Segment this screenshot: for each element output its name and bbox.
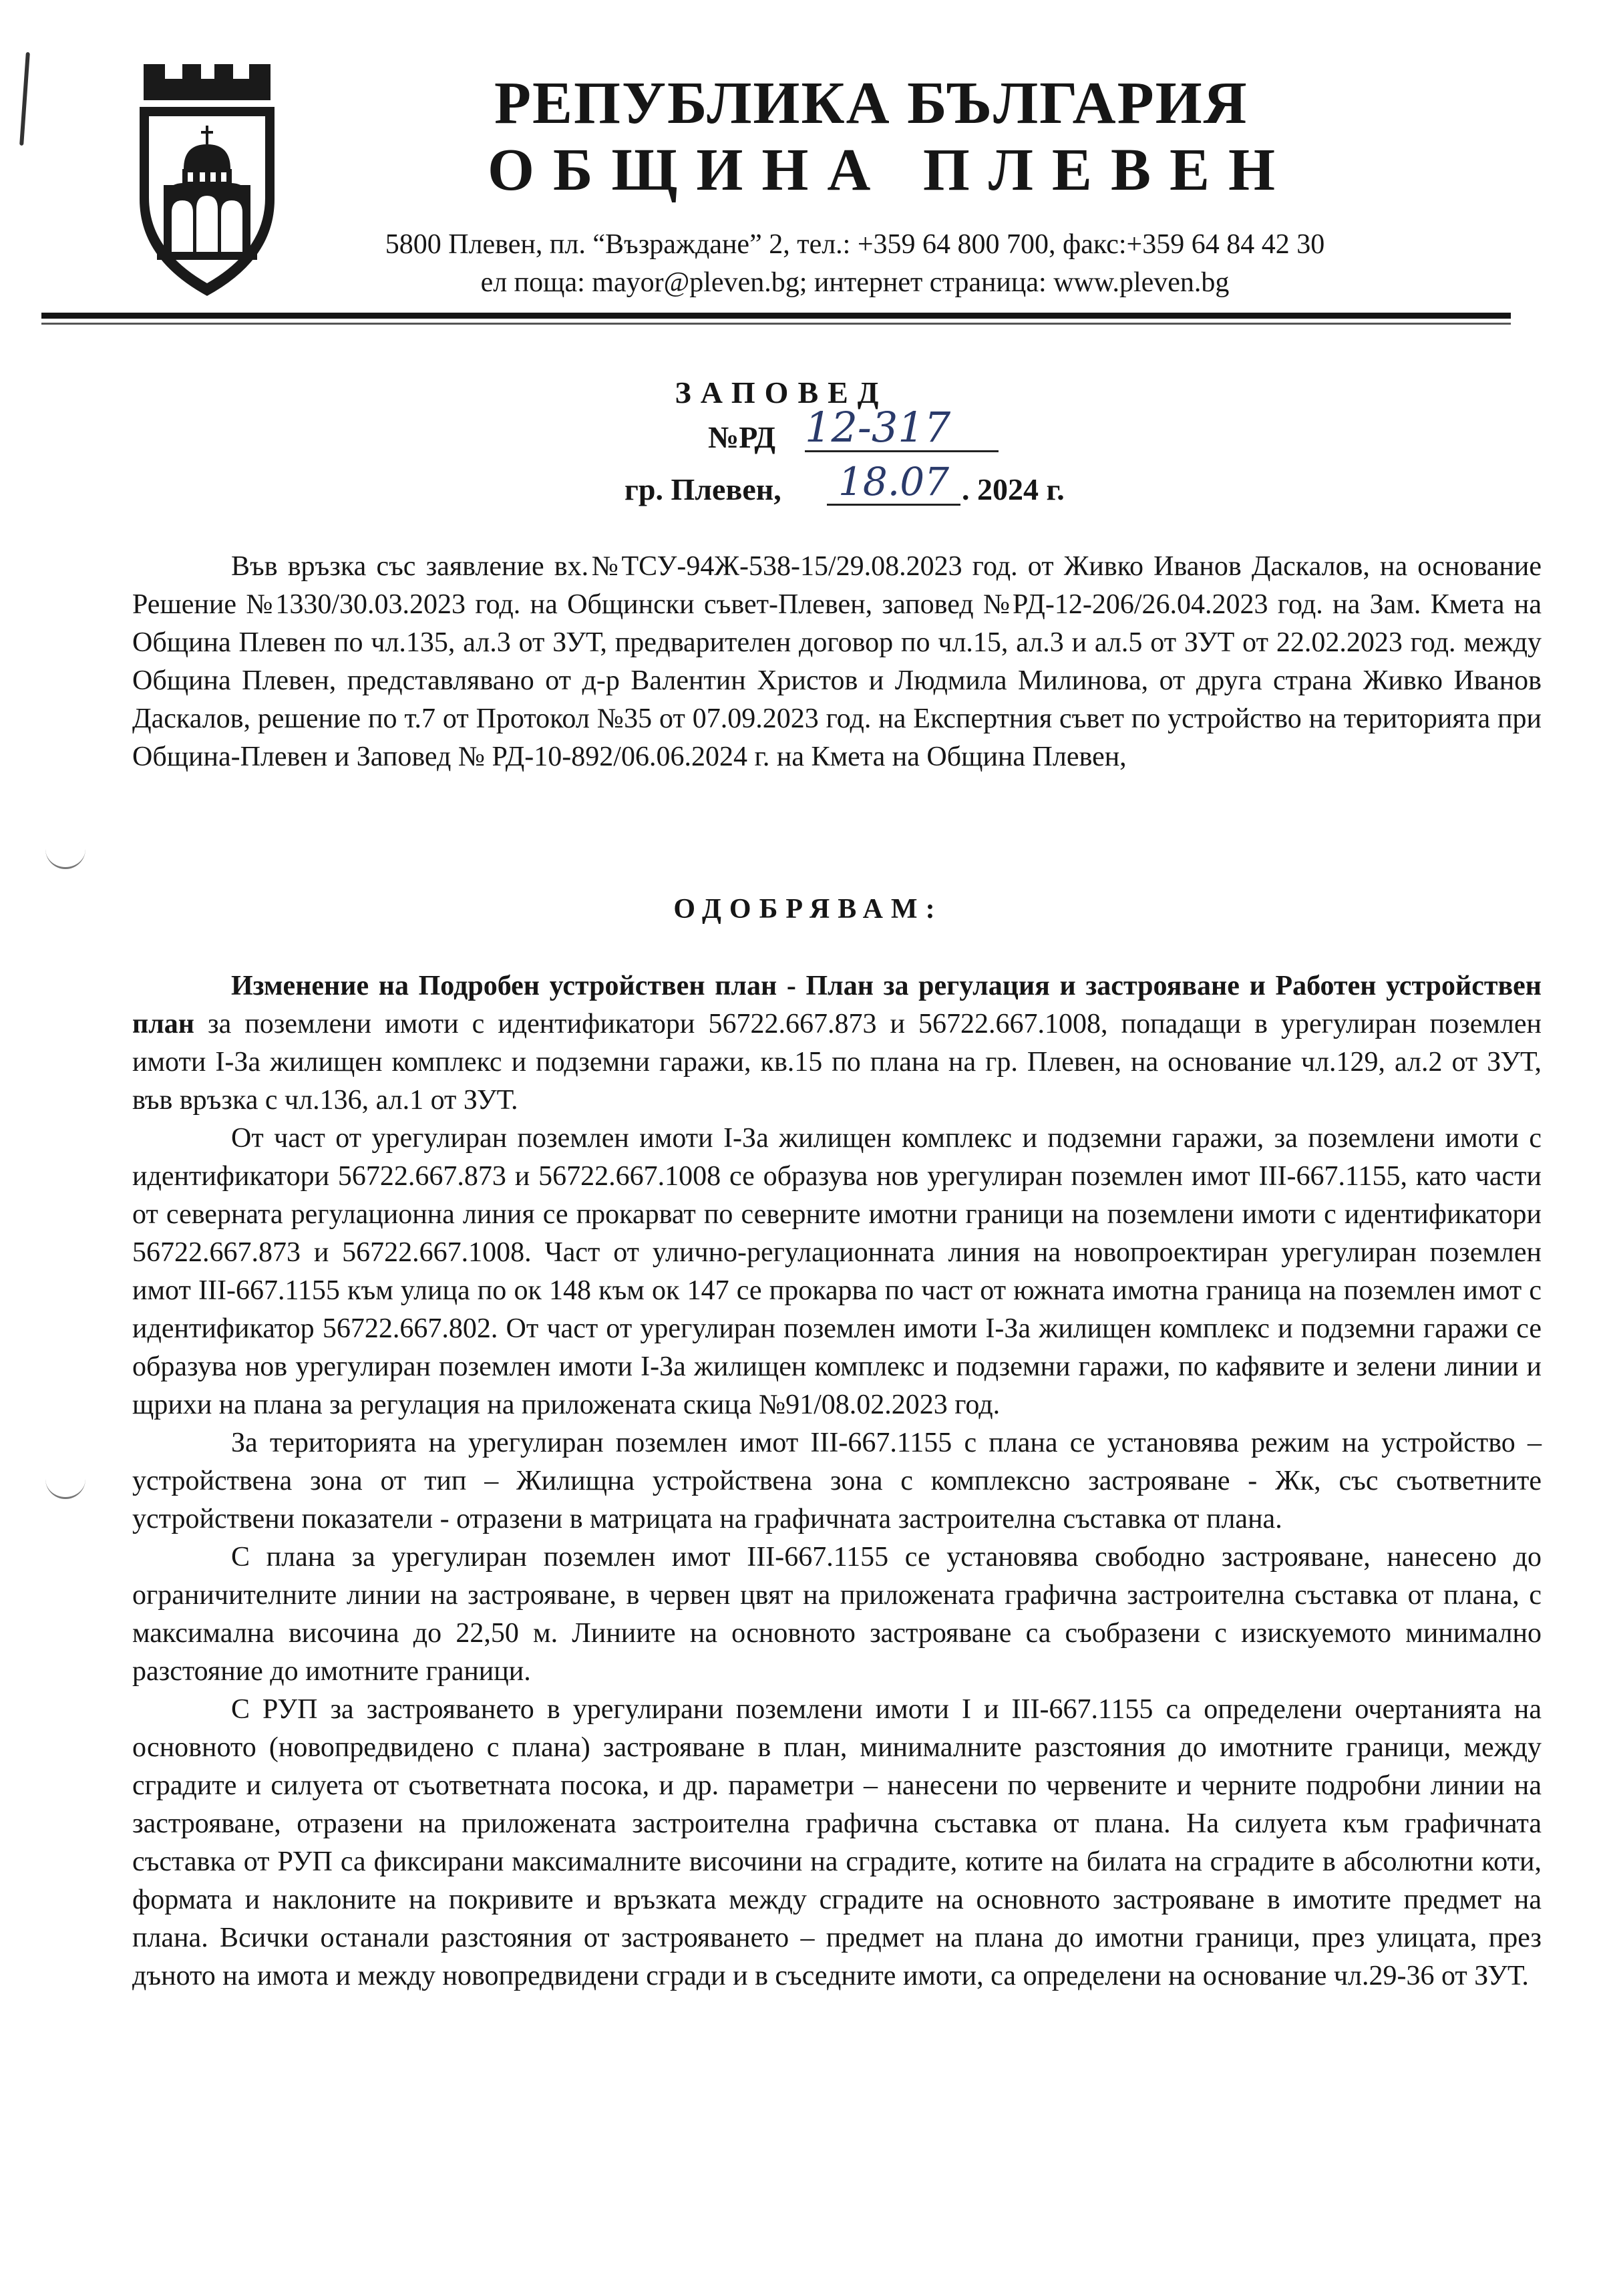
- header-divider-thin: [41, 323, 1511, 325]
- order-number-handwritten: 12-317: [805, 405, 999, 452]
- body-paragraph-4: С плана за урегулиран поземлен имот III-667.1155 се установява свободно застрояване, нанесено до ограничителните линии на застрояване, в червен цвят на приложената графична застроителна съставка от плана, с максимална височина до 22,50 м. Линиите на основното застрояване са съобразени с изискуемото минимално разстояние до имотните граници.: [132, 1542, 1542, 1687]
- header-divider: [41, 313, 1511, 319]
- header-address: 5800 Плевен, пл. “Възраждане” 2, тел.: +359 64 800 700, факс:+359 64 84 42 30: [385, 229, 1325, 260]
- order-city-label: гр. Плевен,: [624, 472, 781, 506]
- order-body: [132, 967, 1542, 1995]
- order-date-handwritten: 18.07: [827, 461, 960, 506]
- body-paragraph-1-rest: за поземлени имоти с идентификатори 56722.667.873 и 56722.667.1008, попадащи в урегулиран поземлен имоти I-За жилищен комплекс и подземни гаражи, кв.15 по плана на гр. Плевен, на основание чл.129, ал.2 от ЗУТ, във връзка с чл.136, ал.1 от ЗУТ.: [132, 1009, 1542, 1116]
- pleven-coat-of-arms-icon: [130, 59, 284, 303]
- approve-heading: ОДОБРЯВАМ:: [673, 894, 943, 925]
- order-heading: ЗАПОВЕД: [675, 375, 888, 409]
- body-paragraph-1: [132, 967, 1542, 1120]
- scan-hole-mark: [45, 843, 85, 869]
- body-paragraph-1-bold: Изменение на Подробен устройствен план - План за регулация и застрояване и Работен устройствен план: [132, 971, 1542, 1039]
- scan-hole-mark: [45, 1473, 85, 1499]
- body-paragraph-2: От част от урегулиран поземлен имоти I-За жилищен комплекс и подземни гаражи, за поземлени имоти с идентификатори 56722.667.873 и 56722.667.1008 се образува нов урегулиран поземлен имот III-667.1155, като части от северната регулационна линия се прокарват по северните имотни граници на поземлени имоти с идентификатори 56722.667.873 и 56722.667.1008. Част от улично-регулационната линия на новопроектиран урегулиран поземлен имот III-667.1155 към улица по ок 148 към ок 147 се прокарва по част от южната имотна граница на поземлен имот с идентификатор 56722.667.802. От част от урегулиран поземлен имоти I-За жилищен комплекс и подземни гаражи се образува нов урегулиран поземлен имоти I-За жилищен комплекс и подземни гаражи, по кафявите и зелени линии и щрихи на плана за регулация на приложената скица №91/08.02.2023 год.: [132, 1123, 1542, 1420]
- header-title-municipality: ОБЩИНА ПЛЕВЕН: [488, 137, 1294, 203]
- preamble-paragraph: [132, 548, 1542, 776]
- body-paragraph-3: За територията на урегулиран поземлен имот III-667.1155 с плана се установява режим на устройство – устройствена зона от тип – Жилищна устройствена зона с комплексно застрояване - Жк, със съответните устройствени показатели - отразени в матрицата на графичната застроителна съставка от плана.: [132, 1428, 1542, 1534]
- header-title-republic: РЕПУБЛИКА БЪЛГАРИЯ: [494, 70, 1248, 136]
- order-number-label: №РД: [708, 420, 776, 454]
- preamble-text: Във връзка със заявление вх.№ТСУ-94Ж-538-15/29.08.2023 год. от Живко Иванов Даскалов, на основание Решение №1330/30.03.2023 год. на Общински съвет-Плевен, заповед №РД-12-206/26.04.2023 год. на Зам. Кмета на Община Плевен по чл.135, ал.3 от ЗУТ, предварителен договор по чл.15, ал.3 и ал.5 от ЗУТ от 22.02.2023 год. между Община Плевен, представлявано от д-р Валентин Христов и Людмила Милинова, от друга страна Живко Иванов Даскалов, решение по т.7 от Протокол №35 от 07.09.2023 год. на Експертния съвет по устройство на територията при Община-Плевен и Заповед № РД-10-892/06.06.2024 г. на Кмета на Община Плевен,: [132, 551, 1542, 772]
- body-paragraph-5: С РУП за застрояването в урегулирани поземлени имоти I и III-667.1155 са определени очертанията на основното (новопредвидено с плана) застрояване в план, минималните разстояния до имотните граници, между сградите и силуета от съответната посока, и др. параметри – нанесени по червените и черните подробни линии на застрояване, отразени на приложената застроителна графична съставка от плана. На силуета към графичната съставка от РУП са фиксирани максималните височини на сградите, котите на билата на сградите в абсолютни коти, формата и наклоните на покривите и връзката между сградите на основното застрояване в имотите предмет на плана. Всички останали разстояния от застрояването – предмет на плана до имотни граници, през улицата, през дъното на имота и между новопредвидени сгради и в съседните имоти, са определени на основание чл.29-36 от ЗУТ.: [132, 1694, 1542, 1991]
- scan-pen-mark: [19, 52, 30, 146]
- order-year-label: . 2024 г.: [962, 472, 1065, 506]
- header-contacts: ел поща: mayor@pleven.bg; интернет страница: www.pleven.bg: [480, 267, 1230, 298]
